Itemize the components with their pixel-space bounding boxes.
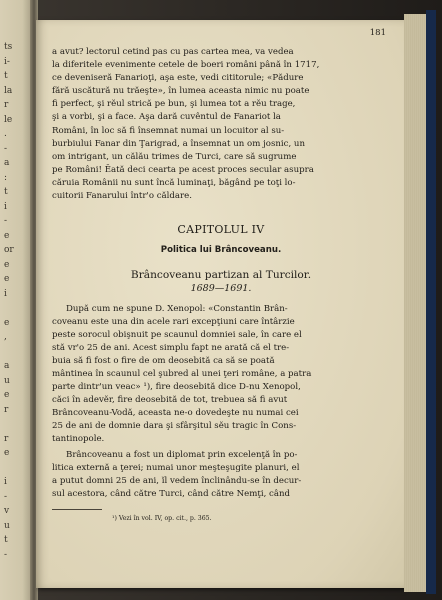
text-line: burbiului Fanar din Ţarigrad, a însemnat un om josnic, un — [52, 138, 305, 149]
text-line: fără uscătură nu trăeşte», în lumea aceasta nimic nu poate — [52, 86, 310, 97]
text-line: om intrigant, un călău trimes de Turci, care să sugrume — [52, 151, 297, 162]
text-line: 25 de ani de domnie dara şi sfârşitul sĕu tragic în Cons- — [52, 421, 297, 432]
text-line: ce deveniseră Fanarioţi, aşa este, vedi cititorule; «Pădure — [52, 73, 304, 84]
text-line: căruia Românii nu sunt încă luminaţi, băgând pe toţi lo- — [52, 177, 296, 188]
text-line: coveanu este una din acele rari excepţiuni care întârzie — [52, 316, 295, 327]
page-number: 181 — [369, 28, 386, 38]
text-line: peste sorocul obişnuit pe scaunul domniei sale, în care el — [52, 329, 302, 340]
text-line: parte dintr'un veac» ¹), fire deosebită dice D-nu Xenopol, — [52, 382, 301, 393]
subsection-title: Brâncoveanu partizan al Turcilor. — [130, 269, 312, 282]
text-line: şi a vorbi, şi a face. Aşa dară cuvêntul de Fanariot la — [52, 112, 281, 123]
opening-paragraph — [52, 46, 390, 203]
text-line: a avut? lectorul cetind pas cu pas cartea mea, va vedea — [52, 47, 294, 57]
chapter-heading: CAPITOLUL IV — [177, 223, 265, 237]
subsection-dates: 1689—1691. — [190, 283, 252, 295]
book-page — [36, 20, 404, 588]
text-line: sul acestora, când către Turci, când către Nemţi, când — [52, 488, 291, 499]
left-margin-letters: ts i- t la r le . - a : t i - e or e e i e , a u e r r e i - v u t - — [4, 42, 14, 560]
footnote: ¹) Vezi în vol. IV, op. cit., p. 365. — [112, 514, 212, 522]
text-line: tantinopole. — [52, 434, 105, 445]
text-line: a putut domni 25 de ani, ĭl vedem înclinându-se în decur- — [52, 475, 302, 486]
text-line: mântinea în scaunul cel şubred al unei ţeri române, a patra — [52, 368, 312, 379]
text-line: la diferitele evenimente cetele de boeri români până în 1717, — [52, 60, 320, 71]
text-line: Români, în loc să fi însemnat numai un locuitor al su- — [52, 125, 285, 136]
left-page-edge — [0, 0, 32, 600]
text-line: fi perfect, şi rĕul strică pe bun, şi lumea tot a rĕu trage, — [52, 99, 296, 110]
text-line: litica externă a ţerei; numai unor meşteşugite planuri, el — [52, 462, 300, 473]
text-line: buia să fi fost o fire de om deosebită ca să se poată — [52, 355, 275, 366]
section-title: Politica lui Brâncoveanu. — [160, 245, 282, 256]
paragraph-diplomat — [52, 449, 390, 501]
text-line: căci în adevĕr, fire deosebită de tot, trebuea să fi avut — [52, 395, 288, 406]
paragraph-xenopol — [52, 303, 390, 447]
text-line: Brâncoveanu-Vodă, aceasta ne-o dovedeşte nu numai cei — [52, 408, 299, 419]
text-line: cuitorii Fanarului într'o căldare. — [52, 191, 192, 202]
book-cover-edge — [426, 10, 436, 594]
text-line: După cum ne spune D. Xenopol: «Constantin Brân- — [66, 303, 288, 314]
text-line: Brâncoveanu a fost un diplomat prin excelenţă în po- — [66, 449, 298, 460]
page-text — [52, 46, 390, 523]
text-line: pe Români! Ĕată deci cearta pe acest proces secular asupra — [52, 164, 314, 175]
text-line: stă vr'o 25 de ani. Acest simplu fapt ne arată că el tre- — [52, 342, 290, 353]
footnote-divider — [52, 509, 102, 510]
